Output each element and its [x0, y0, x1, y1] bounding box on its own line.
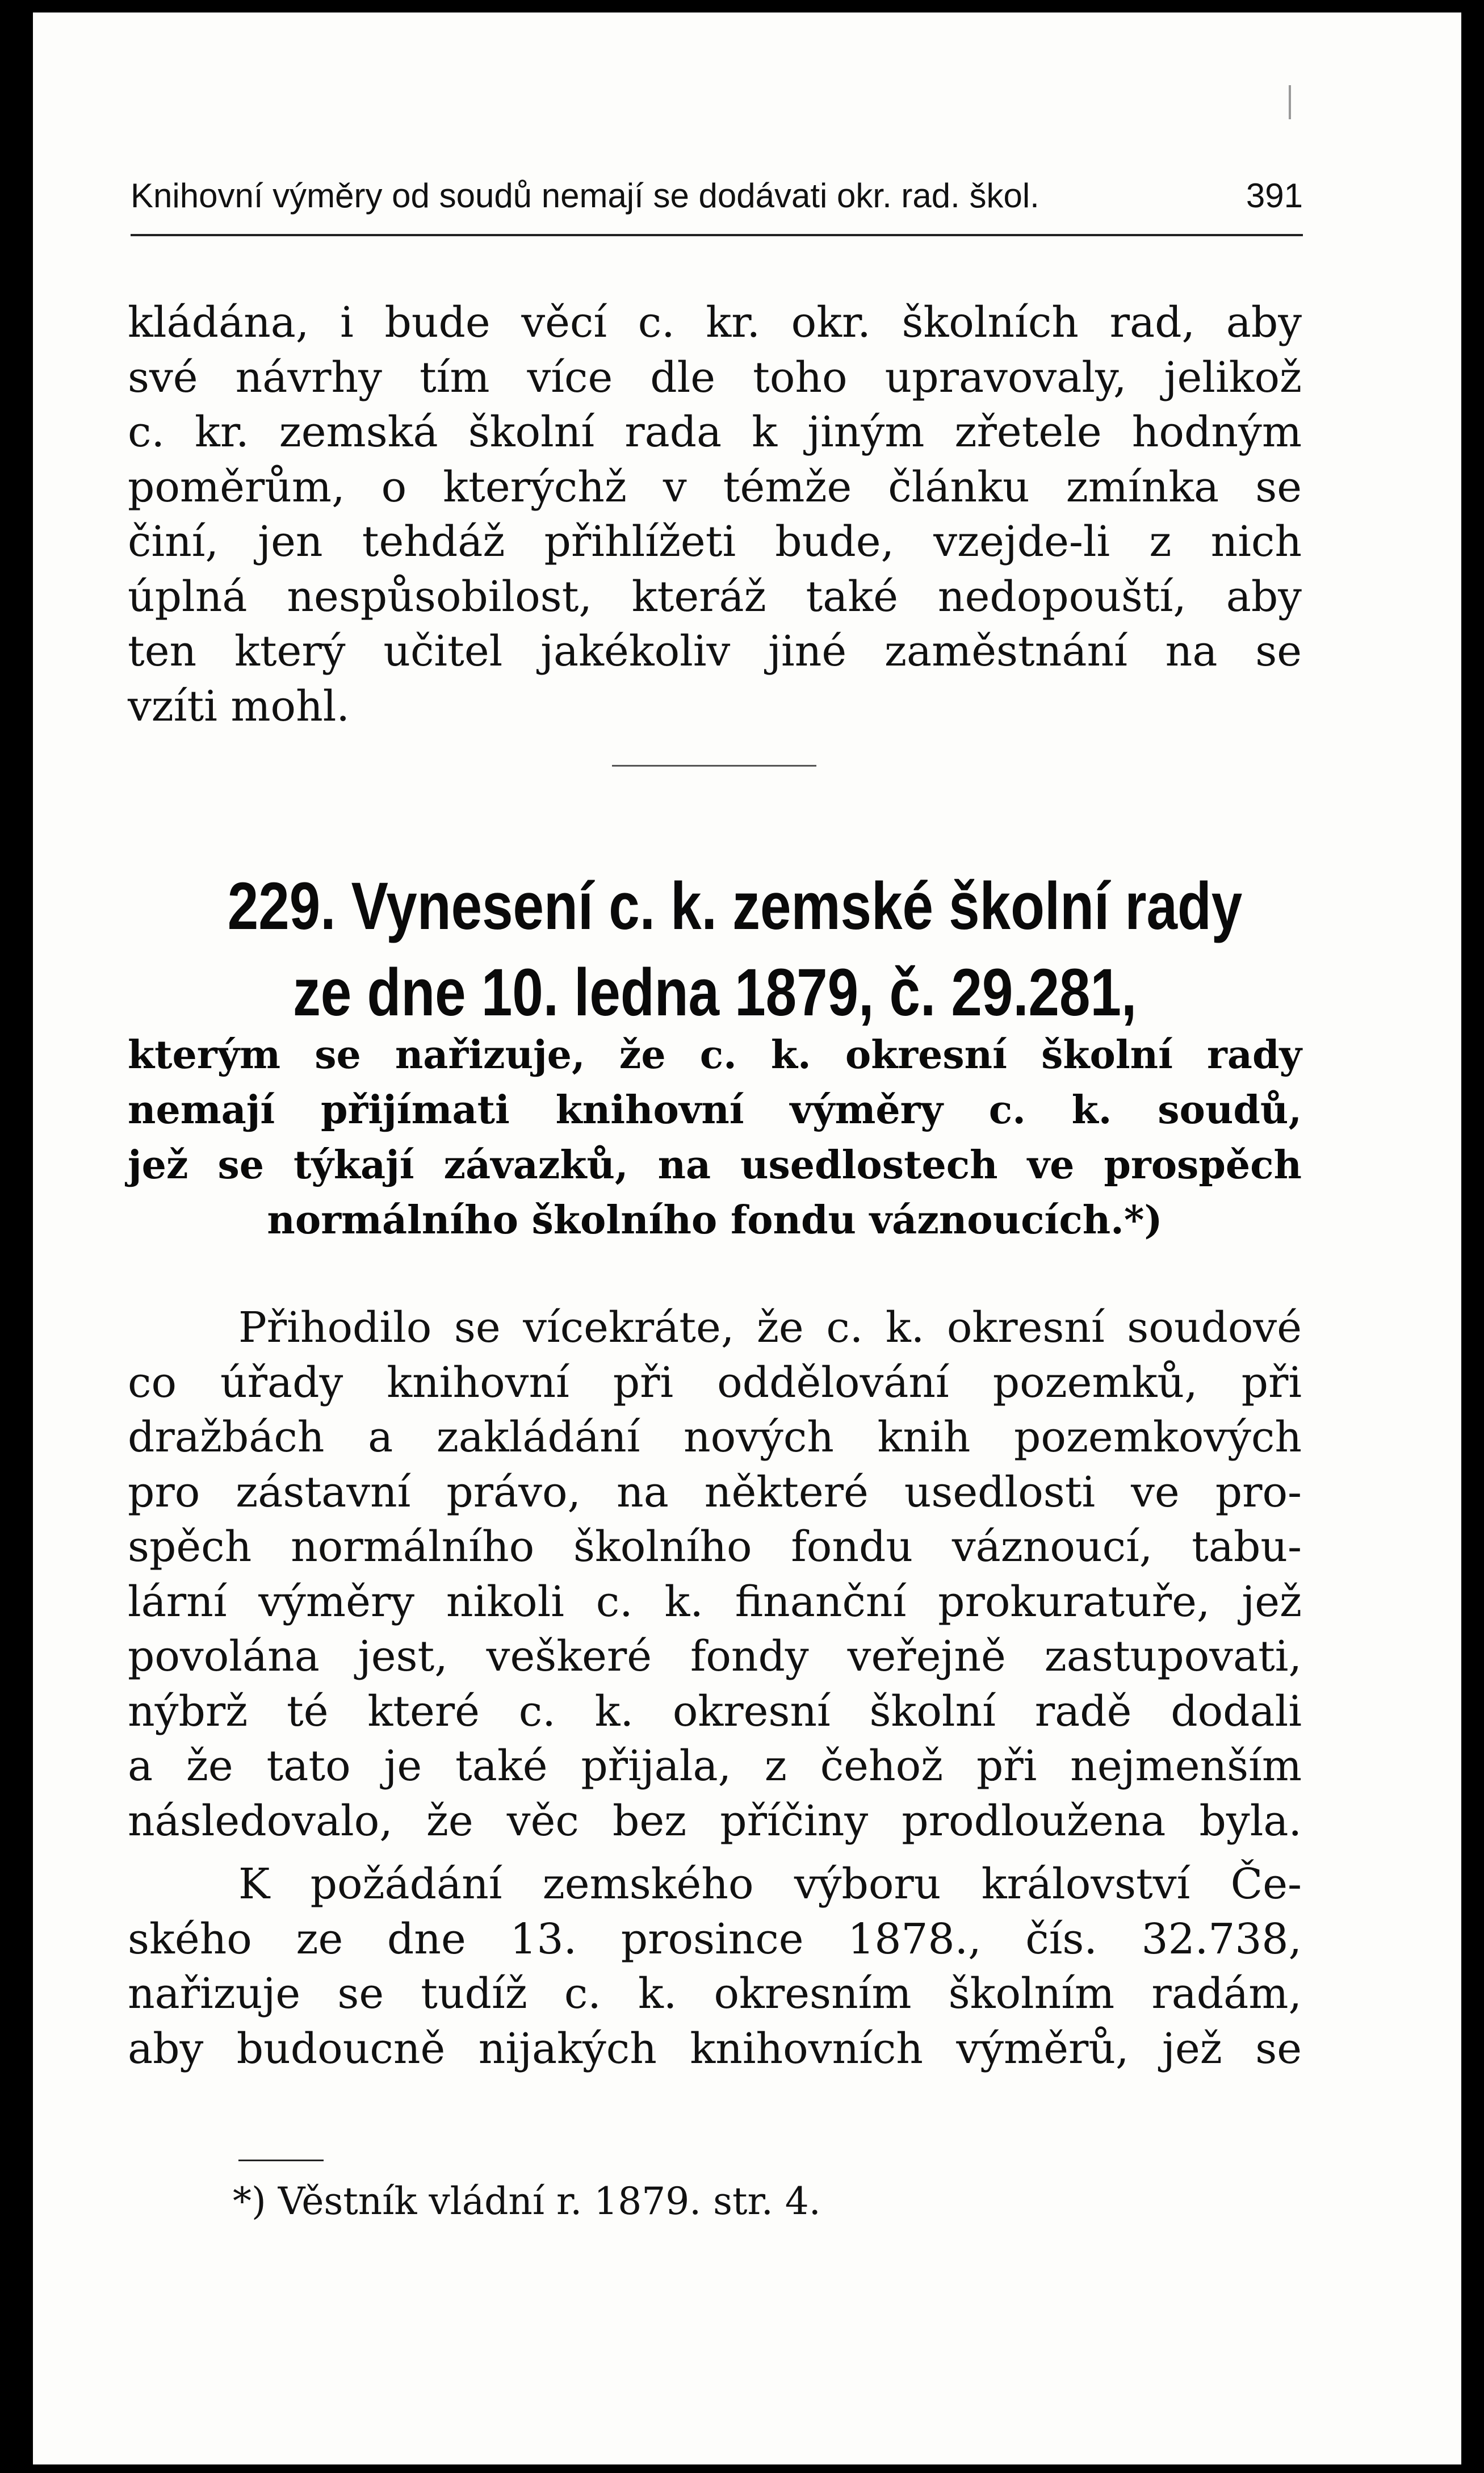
text-line: nařizuje se tudíž c. k. okresním školním radám, — [128, 1969, 1302, 2018]
subheading-line: normálního školního fondu váznoucích.*) — [267, 1198, 1163, 1243]
subheading-line: jež se týkají závazků, na usedlostech ve prospěch — [128, 1143, 1302, 1188]
text-line: nýbrž té které c. k. okresní školní radě dodali — [128, 1687, 1302, 1736]
text-line: následovalo, že věc bez příčiny prodloužena byla. — [128, 1796, 1302, 1846]
text-line: ského ze dne 13. prosince 1878., čís. 32.738, — [128, 1914, 1302, 1964]
section-subheading — [128, 1028, 1302, 1248]
subheading-line: kterým se nařizuje, že c. k. okresní školní rady — [128, 1032, 1302, 1078]
intro-paragraph — [128, 295, 1302, 734]
page-number: 391 — [1246, 177, 1303, 215]
text-line: pro zástavní právo, na některé usedlosti ve pro- — [128, 1467, 1302, 1517]
body-paragraph-1 — [128, 1300, 1302, 1848]
text-line: c. kr. zemská školní rada k jiným zřetele hodným — [128, 408, 1302, 457]
header-rule — [131, 234, 1303, 236]
section-separator — [612, 765, 816, 767]
footnote: *) Věstník vládní r. 1879. str. 4. — [233, 2179, 821, 2223]
text-line: poměrům, o kterýchž v témže článku zmínka se — [128, 462, 1302, 512]
heading-line: 229. Vynesení c. k. zemské školní rady — [227, 869, 1243, 944]
text-line: Přihodilo se vícekráte, že c. k. okresní soudové — [238, 1303, 1302, 1352]
text-line: K požádání zemského výboru království Če- — [238, 1860, 1302, 1909]
text-line: úplná nespůsobilost, kteráž také nedopouští, aby — [128, 572, 1302, 621]
section-heading — [227, 863, 1243, 1036]
text-line: lární výměry nikoli c. k. finanční prokuratuře, jež — [128, 1577, 1302, 1626]
text-line: činí, jen tehdáž přihlížeti bude, vzejde-li z nich — [128, 517, 1302, 566]
running-head-title: Knihovní výměry od soudů nemají se dodávati okr. rad. škol. — [131, 177, 1039, 215]
body-paragraph-2 — [128, 1857, 1302, 2076]
text-line: vzíti mohl. — [128, 681, 350, 731]
text-line: dražbách a zakládání nových knih pozemkových — [128, 1413, 1302, 1462]
text-line: povolána jest, veškeré fondy veřejně zastupovati, — [128, 1632, 1302, 1681]
subheading-line: nemají přijímati knihovní výměry c. k. soudů, — [128, 1087, 1302, 1133]
heading-line: ze dne 10. ledna 1879, č. 29.281, — [292, 955, 1137, 1030]
text-line: kládána, i bude věcí c. kr. okr. školních rad, aby — [128, 298, 1302, 347]
text-line: své návrhy tím více dle toho upravovaly, jelikož — [128, 353, 1302, 402]
text-line: a že tato je také přijala, z čehož při nejmenším — [128, 1742, 1302, 1790]
footnote-rule — [238, 2160, 324, 2161]
text-line: co úřady knihovní při oddělování pozemků, při — [128, 1358, 1302, 1407]
text-line: ten který učitel jakékoliv jiné zaměstnání na se — [128, 627, 1302, 676]
text-line: spěch normálního školního fondu váznoucí, tabu- — [128, 1522, 1302, 1571]
text-line: aby budoucně nijakých knihovních výměrů, jež se — [128, 2024, 1302, 2073]
margin-mark — [1289, 85, 1291, 119]
